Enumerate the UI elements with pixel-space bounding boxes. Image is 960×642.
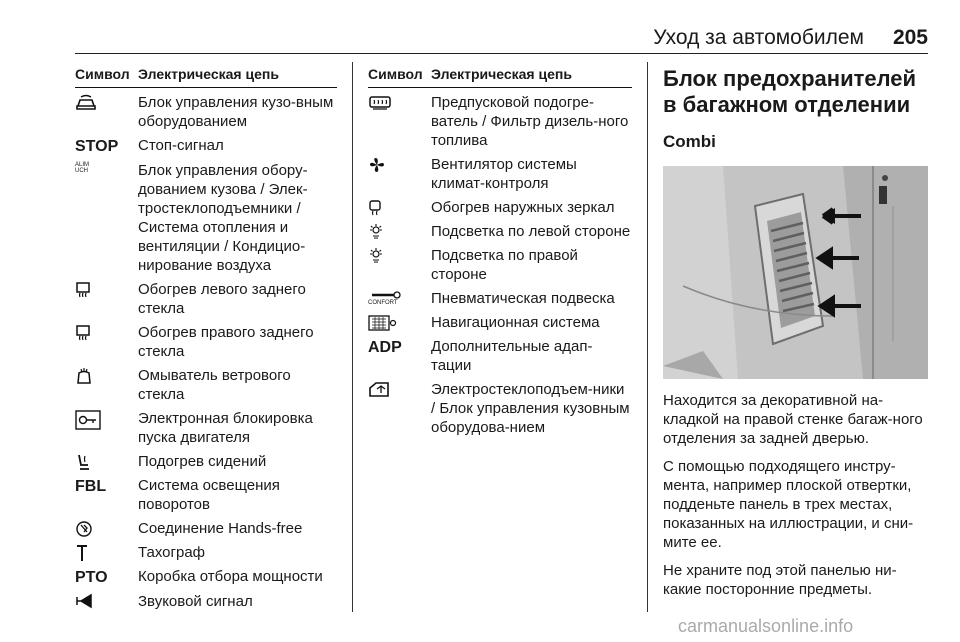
right-lamp-icon xyxy=(368,247,384,265)
table-row xyxy=(368,155,632,193)
page-title: Уход за автомобилем xyxy=(653,26,864,49)
header-circuit: Электрическая цепь xyxy=(138,66,279,82)
paragraph: Не храните под этой панелью ни-какие посторонние предметы. xyxy=(663,562,897,598)
hands-free-icon xyxy=(75,520,93,538)
trunk-fuse-section xyxy=(663,66,928,599)
body-control-module-icon xyxy=(75,94,97,112)
fuse-table-right xyxy=(368,66,632,437)
symbol-label: STOP xyxy=(75,138,119,155)
table-row xyxy=(75,136,337,156)
row-description: Дополнительные адап-тации xyxy=(431,338,593,374)
windshield-washer-icon xyxy=(75,367,93,385)
table-header xyxy=(368,66,632,88)
table-row xyxy=(368,313,632,332)
table-row xyxy=(75,519,337,538)
row-description: Подсветка по правой стороне xyxy=(431,247,578,283)
symbol-label: FBL xyxy=(75,478,107,495)
row-description: Омыватель ветрового стекла xyxy=(138,367,291,403)
table-row xyxy=(75,93,337,131)
row-description: Система освещения поворотов xyxy=(138,477,280,513)
header-symbol: Символ xyxy=(75,66,130,82)
fuse-table-left xyxy=(75,66,337,611)
symbol-label: ADP xyxy=(368,339,402,356)
mirror-heater-icon xyxy=(368,199,382,217)
section-title: Блок предохранителей в багажном отделении xyxy=(663,66,917,117)
fan-icon xyxy=(368,156,386,174)
header-circuit: Электрическая цепь xyxy=(431,66,572,82)
table-row xyxy=(75,592,337,611)
row-description: Электронная блокировка пуска двигателя xyxy=(138,410,313,446)
table-row xyxy=(75,409,337,447)
table-row xyxy=(75,161,337,275)
row-description: Обогрев левого заднего стекла xyxy=(138,281,306,317)
row-description: Звуковой сигнал xyxy=(138,593,253,610)
paragraph: Находится за декоративной на-кладкой на правой стенке багаж-ного отделения за задней дверью. xyxy=(663,392,923,447)
row-description: Подсветка по левой стороне xyxy=(431,223,631,240)
table-row xyxy=(368,337,632,375)
section-subtitle: Combi xyxy=(663,132,716,151)
row-description: Соединение Hands-free xyxy=(138,520,303,537)
seat-heater-icon xyxy=(75,453,91,471)
power-window-icon xyxy=(368,381,390,399)
rear-window-heater-left-icon xyxy=(75,281,91,299)
table-row xyxy=(368,246,632,284)
navigation-icon xyxy=(368,314,398,332)
table-row xyxy=(75,452,337,471)
symbol-label: ALIM UCH xyxy=(75,162,90,174)
table-row xyxy=(75,280,337,318)
table-row xyxy=(368,380,632,437)
immobilizer-key-icon xyxy=(75,410,101,430)
header-symbol: Символ xyxy=(368,66,423,82)
row-description: Стоп-сигнал xyxy=(138,137,224,154)
left-lamp-icon xyxy=(368,223,384,241)
table-row xyxy=(75,543,337,562)
table-row xyxy=(75,567,337,587)
row-description: Обогрев наружных зеркал xyxy=(431,199,615,216)
table-header xyxy=(75,66,337,88)
table-row xyxy=(368,222,632,241)
symbol-label: CONFORT xyxy=(368,300,398,306)
table-row xyxy=(75,476,337,514)
symbol-label: PTO xyxy=(75,569,108,586)
row-description: Коробка отбора мощности xyxy=(138,568,323,585)
row-description: Обогрев правого заднего стекла xyxy=(138,324,314,360)
table-row xyxy=(368,289,632,308)
row-description: Тахограф xyxy=(138,544,206,561)
table-row xyxy=(368,198,632,217)
table-row xyxy=(368,93,632,150)
trunk-panel-photo xyxy=(663,166,928,379)
fuel-filter-preheater-icon xyxy=(368,94,392,112)
page-number: 205 xyxy=(892,26,928,49)
row-description: Блок управления кузо-вным оборудованием xyxy=(138,94,334,130)
tachograph-icon xyxy=(75,544,89,562)
row-description: Навигационная система xyxy=(431,314,600,331)
table-row xyxy=(75,366,337,404)
row-description: Электростеклоподъем-ники / Блок управления кузовным оборудова-нием xyxy=(431,381,630,436)
paragraph: С помощью подходящего инстру-мента, например плоской отвертки, подденьте панель в трех местах, показанных на иллюстрации, и сни-мите ее. xyxy=(663,458,914,551)
horn-icon xyxy=(75,593,95,609)
row-description: Предпусковой подогре-ватель / Фильтр дизель-ного топлива xyxy=(431,94,629,149)
rear-window-heater-right-icon xyxy=(75,324,91,342)
row-description: Пневматическая подвеска xyxy=(431,290,615,307)
row-description: Блок управления обору-дованием кузова / Элек-тростеклоподъемники / Система отопления и вентиляции / Кондицио-нирование воздуха xyxy=(138,162,308,274)
air-suspension-icon xyxy=(368,290,402,300)
row-description: Вентилятор системы климат-контроля xyxy=(431,156,577,192)
watermark: carmanualsonline.info xyxy=(678,616,854,636)
page-header xyxy=(75,26,928,54)
row-description: Подогрев сидений xyxy=(138,453,267,470)
column-divider xyxy=(352,62,353,612)
table-row xyxy=(75,323,337,361)
column-divider xyxy=(647,62,648,612)
